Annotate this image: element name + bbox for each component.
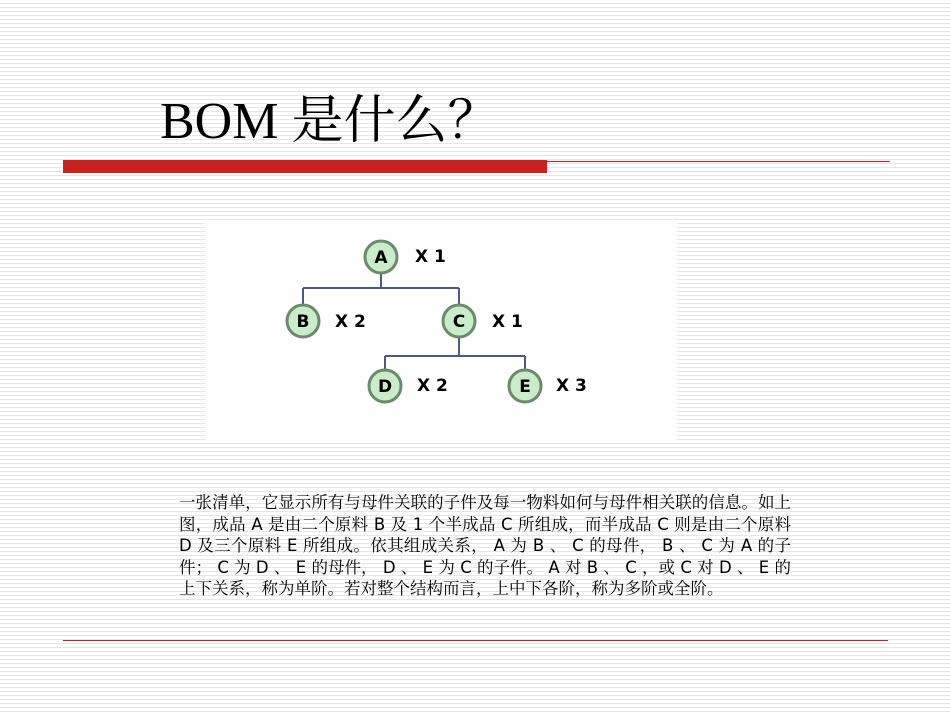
bom-node-b bbox=[287, 305, 366, 337]
node-a-label: A bbox=[374, 248, 388, 268]
bom-node-c bbox=[443, 305, 523, 337]
bom-tree-diagram bbox=[205, 220, 677, 441]
node-c-label: C bbox=[452, 312, 466, 332]
node-b-quantity: X 2 bbox=[335, 312, 366, 332]
node-e-label: E bbox=[519, 377, 531, 397]
bom-node-a bbox=[365, 241, 446, 273]
node-d-quantity: X 2 bbox=[417, 376, 448, 396]
node-d-label: D bbox=[377, 377, 393, 397]
bom-node-e bbox=[509, 370, 587, 402]
edge-a-children bbox=[303, 273, 459, 306]
edge-c-children bbox=[385, 337, 525, 370]
node-e-quantity: X 3 bbox=[556, 376, 587, 396]
node-b-label: B bbox=[296, 312, 310, 332]
bom-description: 一张清单，它显示所有与母件关联的子件及每一物料如何与母件相关联的信息。如上图，成品 A 是由二个原料 B 及 1 个半成品 C 所组成，而半成品 C 则是由二个原料 D 及三个原料 E 所组成。依其组成关系， A 为 B 、 C 的母件， B 、 C 为 A 的子件； C 为 D 、 E 的母件， D 、 E 为 C 的子件。 A 对 B 、 C ，或 C 对 D 、 E 的上下关系，称为单阶。若对整个结构而言，上中下各阶，称为多阶或全阶。 bbox=[179, 493, 791, 599]
title-underline-bar bbox=[63, 160, 547, 173]
bom-node-d bbox=[369, 370, 448, 402]
node-c-quantity: X 1 bbox=[492, 312, 523, 332]
footer-line bbox=[63, 640, 888, 641]
slide-title: BOM 是什么？ bbox=[160, 93, 500, 150]
title-underline-line bbox=[547, 161, 890, 162]
node-a-quantity: X 1 bbox=[415, 247, 446, 267]
bom-tree-svg bbox=[205, 220, 677, 441]
